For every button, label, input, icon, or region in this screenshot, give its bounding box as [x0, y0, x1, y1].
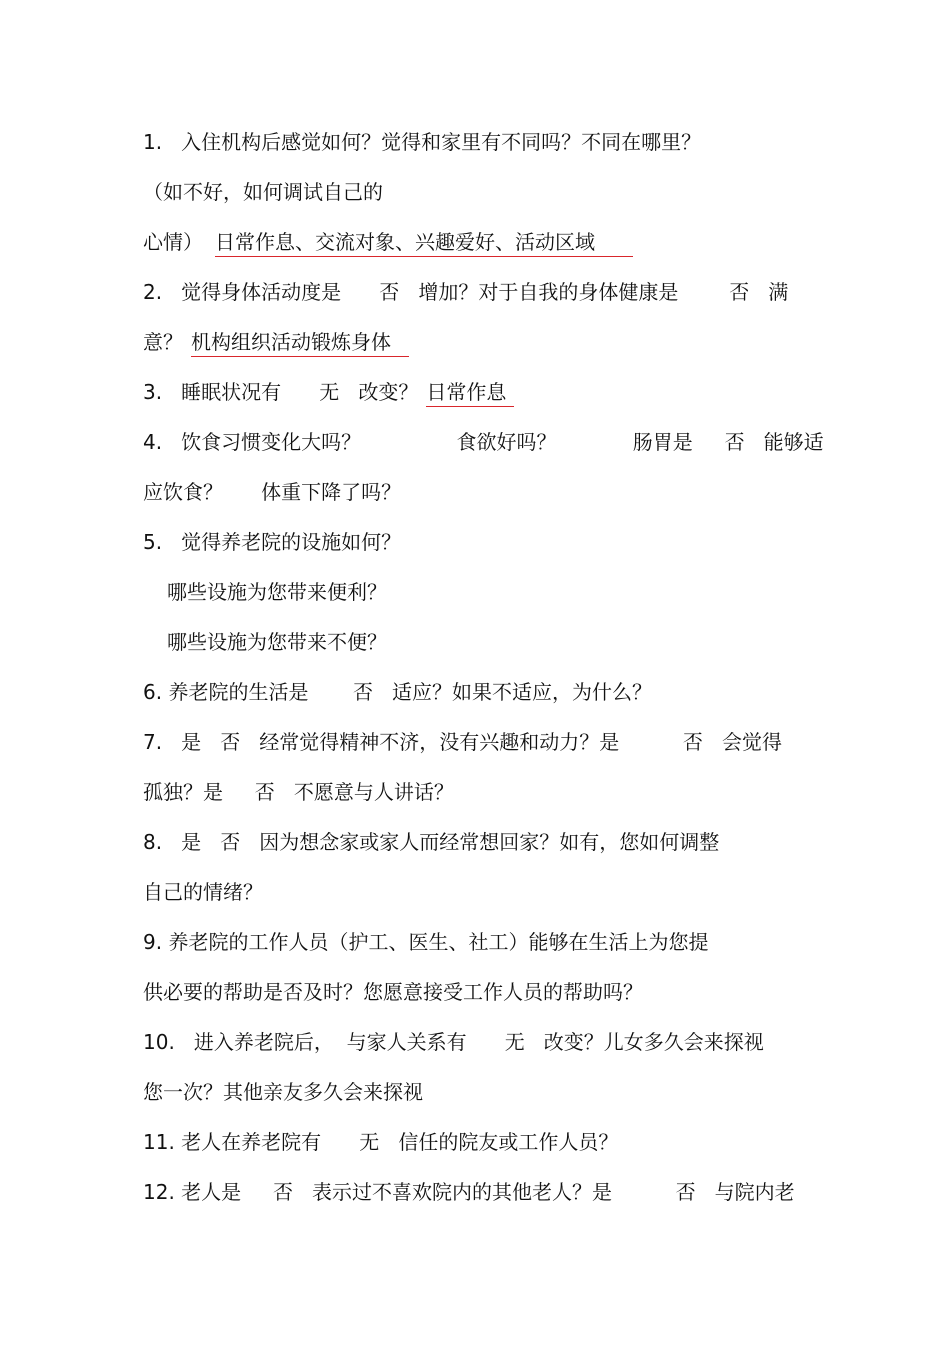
question-10-line-1 — [143, 1027, 764, 1057]
question-6-line — [143, 677, 652, 707]
question-3-line — [143, 377, 514, 407]
question-text: 意？ — [143, 330, 183, 354]
question-1-line-3 — [143, 227, 633, 257]
question-text: 孤独？是 否 不愿意与人讲话？ — [143, 780, 454, 804]
question-8-line-2 — [143, 877, 263, 907]
question-text: 自己的情绪？ — [143, 880, 263, 904]
question-text: 哪些设施为您带来便利？ — [167, 580, 387, 604]
question-text: 8. 是 否 因为想念家或家人而经常想回家？如有，您如何调整 — [143, 830, 720, 854]
question-10-line-2 — [143, 1077, 423, 1107]
question-8-line-1 — [143, 827, 719, 857]
question-text: 5. 觉得养老院的设施如何？ — [143, 530, 402, 554]
answer-3-underlined: 日常作息 — [426, 380, 514, 407]
question-text: 9. 养老院的工作人员（护工、医生、社工）能够在生活上为您提 — [143, 930, 709, 954]
question-7-line-2 — [143, 777, 454, 807]
question-text: 11. 老人在养老院有 无 信任的院友或工作人员？ — [143, 1130, 619, 1154]
question-text: （如不好，如何调试自己的 — [143, 180, 383, 204]
question-text: 1. 入住机构后感觉如何？觉得和家里有不同吗？不同在哪里？ — [143, 130, 702, 154]
question-5-line-2 — [167, 577, 387, 607]
question-5-line-1 — [143, 527, 401, 557]
question-text: 12. 老人是 否 表示过不喜欢院内的其他老人？是 否 与院内老 — [143, 1180, 795, 1204]
question-5-line-3 — [167, 627, 387, 657]
question-1-line-1 — [143, 127, 701, 157]
question-4-line-2 — [143, 477, 401, 507]
question-text: 哪些设施为您带来不便？ — [167, 630, 387, 654]
question-text: 10. 进入养老院后， 与家人关系有 无 改变？儿女多久会来探视 — [143, 1030, 764, 1054]
question-text: 7. 是 否 经常觉得精神不济，没有兴趣和动力？是 否 会觉得 — [143, 730, 782, 754]
question-11-line — [143, 1127, 618, 1157]
question-text: 6. 养老院的生活是 否 适应？如果不适应，为什么？ — [143, 680, 653, 704]
question-text: 供必要的帮助是否及时？您愿意接受工作人员的帮助吗？ — [143, 980, 643, 1004]
answer-1-underlined: 日常作息、交流对象、兴趣爱好、活动区域 — [215, 230, 633, 257]
question-1-line-2 — [143, 177, 383, 207]
question-7-line-1 — [143, 727, 782, 757]
question-text: 您一次？其他亲友多久会来探视 — [143, 1080, 423, 1104]
question-text: 2. 觉得身体活动度是 否 增加？对于自我的身体健康是 否 满 — [143, 280, 789, 304]
question-9-line-1 — [143, 927, 708, 957]
question-2-line-1 — [143, 277, 788, 307]
question-9-line-2 — [143, 977, 643, 1007]
question-text: 3. 睡眠状况有 无 改变？ — [143, 380, 419, 404]
question-12-line — [143, 1177, 795, 1207]
question-text: 4. 饮食习惯变化大吗？ 食欲好吗？ 肠胃是 否 能够适 — [143, 430, 824, 454]
question-text: 心情） — [143, 230, 203, 254]
answer-2-underlined: 机构组织活动锻炼身体 — [191, 330, 409, 357]
question-text: 应饮食？ 体重下降了吗？ — [143, 480, 402, 504]
question-2-line-2 — [143, 327, 409, 357]
question-4-line-1 — [143, 427, 824, 457]
